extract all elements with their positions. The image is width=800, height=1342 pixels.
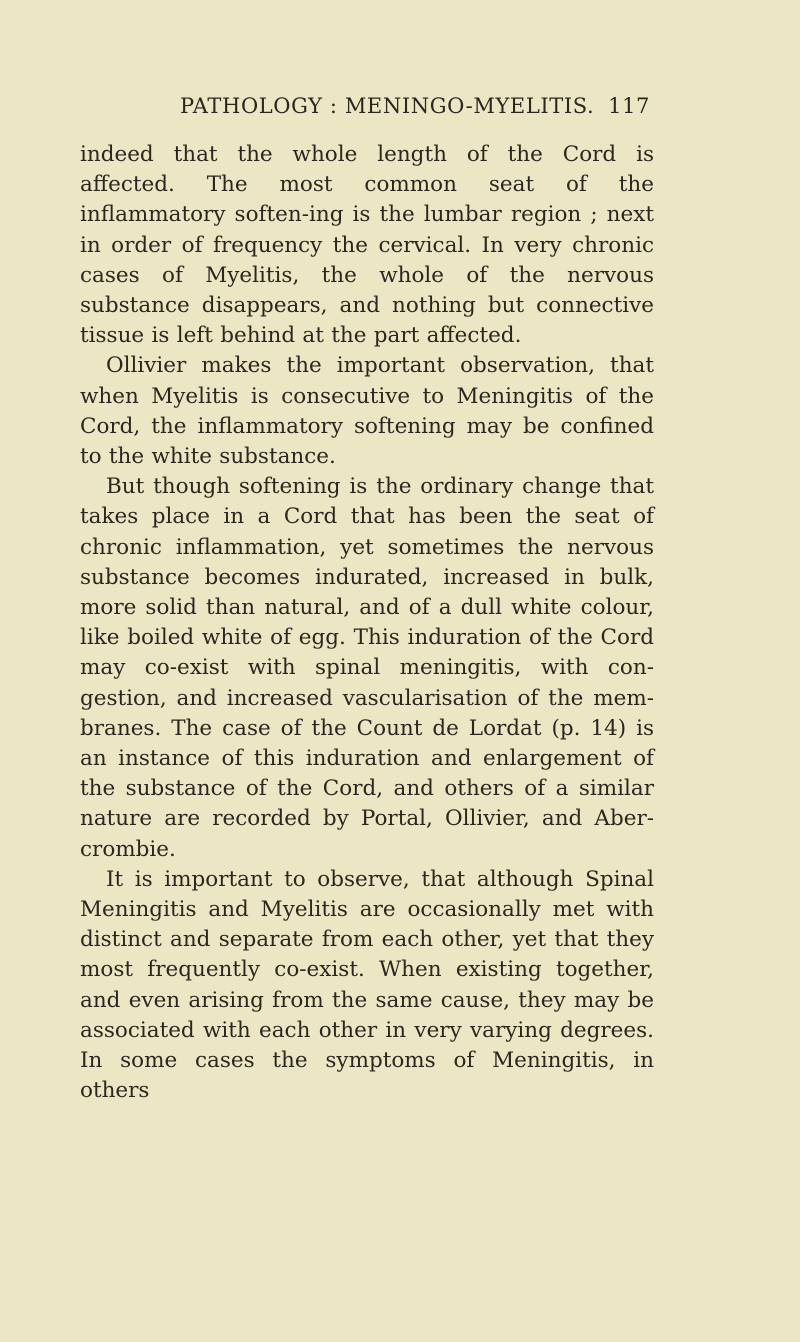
running-head: [180, 94, 650, 124]
paragraph: indeed that the whole length of the Cord is affected. The most common seat of the inflammatory soften-ing is the lumbar region ; next in order of frequency the cervical. In very chronic cases of Myelitis, the whole of the nervous substance disappears, and nothing but connective tissue is left behind at the part affected.: [80, 142, 654, 349]
page-number: 117: [608, 94, 650, 118]
paragraph: But though softening is the ordinary change that takes place in a Cord that has been the seat of chronic inflammation, yet sometimes the nervous substance becomes indurated, increased in bulk, more solid than natural, and of a dull white colour, like boiled white of egg. This induration of the Cord may co-exist with spinal meningitis, with con-gestion, and increased vascularisation of the mem-branes. The case of the Count de Lordat (p. 14) is an instance of this induration and enlargement of the substance of the Cord, and others of a similar nature are recorded by Portal, Ollivier, and Aber-crombie.: [80, 474, 654, 862]
body-text: [80, 140, 654, 1107]
running-head-title: PATHOLOGY : MENINGO-MYELITIS.: [180, 94, 595, 118]
paragraph: It is important to observe, that although Spinal Meningitis and Myelitis are occasionally met with distinct and separate from each other, yet that they most frequently co-exist. When existing together, and even arising from the same cause, they may be associated with each other in very varying degrees. In some cases the symptoms of Meningitis, in others: [80, 866, 654, 1104]
paragraph: Ollivier makes the important observation, that when Myelitis is consecutive to Meningitis of the Cord, the inflammatory softening may be confined to the white substance.: [80, 353, 654, 470]
